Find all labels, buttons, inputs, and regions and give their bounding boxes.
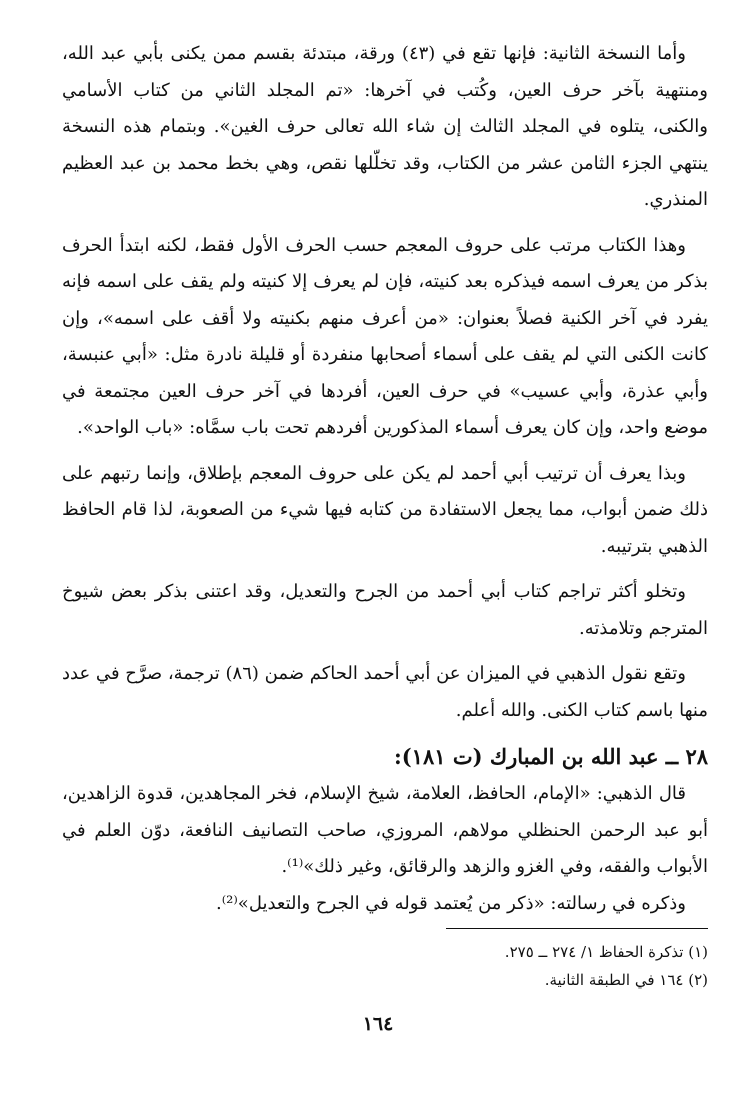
footnotes (62, 938, 708, 994)
paragraph-ordering-note: وبذا يعرف أن ترتيب أبي أحمد لم يكن على حروف المعجم بإطلاق، وإنما رتبهم على ذلك ضمن أبواب، مما يجعل الاستفادة من كتابه فيها شيء من الصعوبة، لذا قام الحافظ الذهبي بترتيبه. (62, 462, 708, 557)
footnote-1: (١) تذكرة الحفاظ ١/ ٢٧٤ ــ ٢٧٥. (504, 943, 708, 961)
paragraph-jarh-tadil: وتخلو أكثر تراجم كتاب أبي أحمد من الجرح والتعديل، وقد اعتنى بذكر بعض شيوخ المترجم وتلامذته. (62, 581, 708, 639)
paragraph-second-manuscript: وأما النسخة الثانية: فإنها تقع في (٤٣) ورقة، مبتدئة بقسم ممن يكنى بأبي عبد الله، ومنتهية بآخر حرف العين، وكُتب في آخرها: «تم المجلد الثاني من كتاب الأسامي والكنى، يتلوه في المجلد الثالث إن شاء الله تعالى حرف الغين». وبتمام هذه النسخة ينتهي الجزء الثامن عشر من الكتاب، وقد تخلّلها نقص، وهي بخط محمد بن عبد العظيم المنذري. (62, 43, 708, 210)
paragraph-book-arrangement: وهذا الكتاب مرتب على حروف المعجم حسب الحرف الأول فقط، لكنه ابتدأ الحرف بذكر من يعرف اسمه فيذكره بعد كنيته، فإن لم يعرف إلا كنيته ولم يقف على اسمه فإنه يفرد في آخر الكنية فصلاً بعنوان: «من أعرف منهم بكنيته ولا أقف على اسمه»، وإن كانت الكنى التي لم يقف على أسماء أصحابها منفردة أو قليلة نادرة مثل: «أبي عنبسة، وأبي عذرة، وأبي عسيب» في حرف العين، أفردها في آخر حرف العين مجتمعة في موضع واحد، وإن كان يعرف أسماء المذكورين أفردهم تحت باب سمَّاه: «باب الواحد». (62, 234, 708, 438)
paragraph-risala-mention: وذكره في رسالته: «ذكر من يُعتمد قوله في الجرح والتعديل»⁽²⁾. (216, 892, 686, 914)
footnote-2: (٢) ١٦٤ في الطبقة الثانية. (544, 971, 708, 989)
paragraph-dhahabi-statement: قال الذهبي: «الإمام، الحافظ، العلامة، شيخ الإسلام، فخر المجاهدين، قدوة الزاهدين، أبو عبد الرحمن الحنظلي مولاهم، المروزي، صاحب التصانيف النافعة، دوّن العلم في الأبواب والفقه، وفي الغزو والزهد والرقائق، وغير ذلك»⁽¹⁾. (62, 783, 708, 877)
footnote-separator (446, 928, 708, 929)
paragraph-dhahabi-quotes: وتقع نقول الذهبي في الميزان عن أبي أحمد الحاكم ضمن (٨٦) ترجمة، صرَّح في عدد منها باسم كتاب الكنى. والله أعلم. (62, 663, 708, 721)
main-text-block (62, 36, 708, 922)
page-number: ١٦٤ (362, 1013, 394, 1035)
section-heading: ٢٨ ــ عبد الله بن المبارك (ت ١٨١): (393, 744, 708, 769)
